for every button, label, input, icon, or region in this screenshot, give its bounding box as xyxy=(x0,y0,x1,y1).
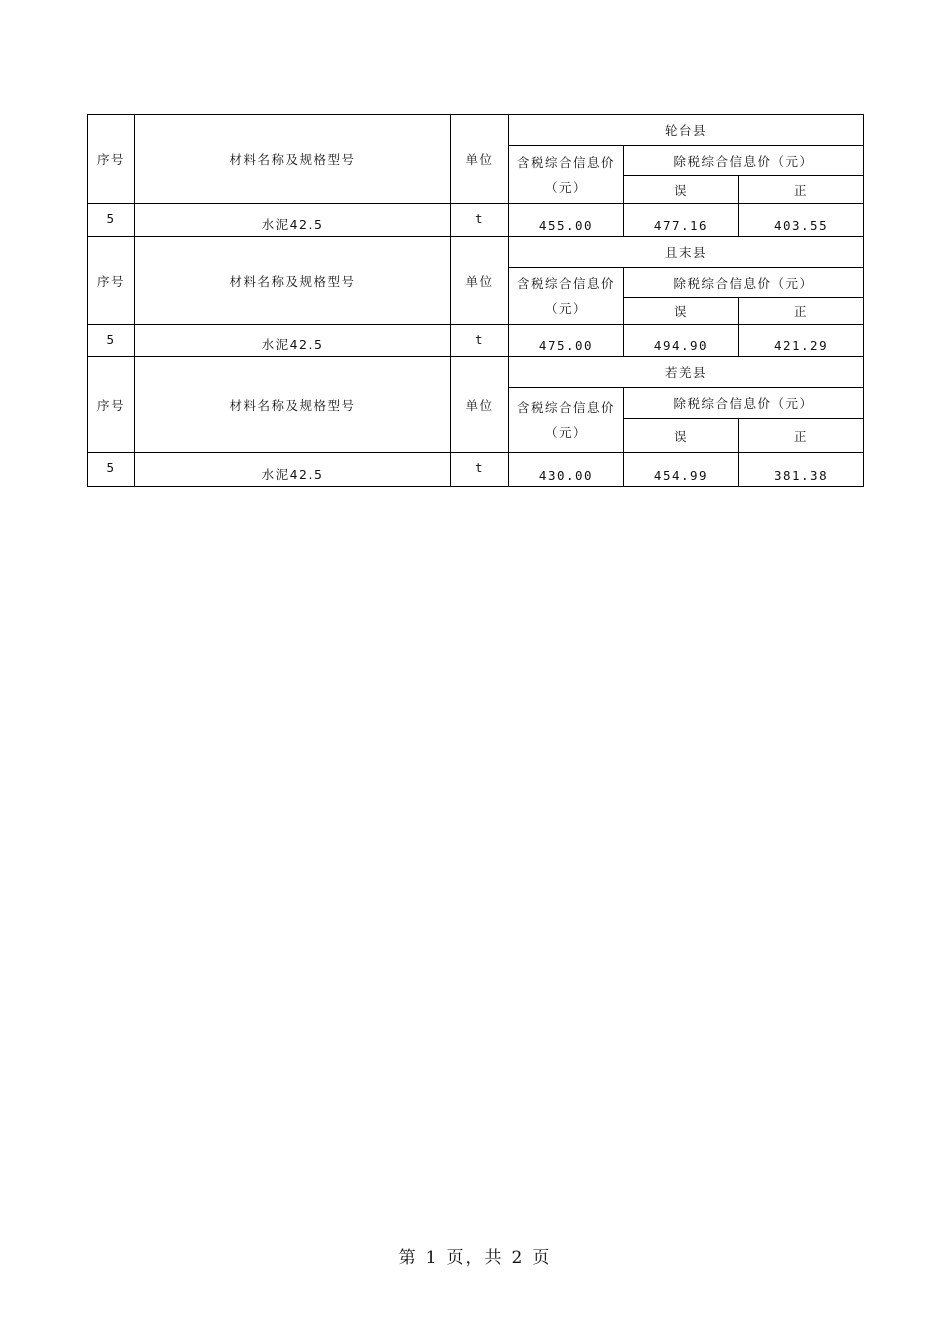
tax-incl-header xyxy=(509,268,624,325)
material-header: 材料名称及规格型号 xyxy=(135,357,451,453)
tax-incl-label: 含税综合信息价 xyxy=(516,276,615,291)
footer-label-mid: 页，共 xyxy=(446,1248,504,1268)
page-current: 1 xyxy=(425,1248,439,1268)
wrong-header: 误 xyxy=(624,419,739,453)
tax-excl-header: 除税综合信息价（元） xyxy=(624,146,864,176)
section-header-row xyxy=(88,237,864,268)
yuan-label: （元） xyxy=(544,425,587,440)
correct-cell: 381.38 xyxy=(739,453,864,487)
wrong-cell: 494.90 xyxy=(624,325,739,357)
footer-label-pre: 第 xyxy=(398,1248,418,1268)
page-footer xyxy=(0,1243,950,1268)
seq-cell: 5 xyxy=(88,204,135,237)
table-row xyxy=(88,453,864,487)
seq-cell: 5 xyxy=(88,325,135,357)
tax-incl-header xyxy=(509,388,624,453)
tax-incl-header xyxy=(509,146,624,204)
tax-incl-cell: 455.00 xyxy=(509,204,624,237)
material-header: 材料名称及规格型号 xyxy=(135,237,451,325)
material-cell: 水泥42.5 xyxy=(135,204,451,237)
county-name: 轮台县 xyxy=(509,115,864,146)
section-header-row xyxy=(88,357,864,388)
tax-incl-label: 含税综合信息价 xyxy=(516,154,615,170)
yuan-label: （元） xyxy=(544,301,587,316)
material-cell: 水泥42.5 xyxy=(135,453,451,487)
unit-header: 单位 xyxy=(451,357,509,453)
seq-header: 序号 xyxy=(88,357,135,453)
unit-cell: t xyxy=(451,453,509,487)
county-name: 若羌县 xyxy=(509,357,864,388)
tax-excl-header: 除税综合信息价（元） xyxy=(624,268,864,298)
section-header-row xyxy=(88,115,864,146)
wrong-cell: 477.16 xyxy=(624,204,739,237)
price-table xyxy=(87,114,864,487)
unit-header: 单位 xyxy=(451,237,509,325)
wrong-header: 误 xyxy=(624,176,739,204)
footer-label-post: 页 xyxy=(532,1248,552,1268)
tax-incl-label: 含税综合信息价 xyxy=(516,400,615,415)
correct-header: 正 xyxy=(739,419,864,453)
yuan-label: （元） xyxy=(544,179,587,195)
material-header: 材料名称及规格型号 xyxy=(135,115,451,204)
wrong-header: 误 xyxy=(624,298,739,325)
seq-header: 序号 xyxy=(88,115,135,204)
correct-cell: 403.55 xyxy=(739,204,864,237)
correct-header: 正 xyxy=(739,176,864,204)
county-name: 且末县 xyxy=(509,237,864,268)
page-total: 2 xyxy=(511,1248,525,1268)
correct-cell: 421.29 xyxy=(739,325,864,357)
table-row xyxy=(88,204,864,237)
table-row xyxy=(88,325,864,357)
tax-incl-cell: 430.00 xyxy=(509,453,624,487)
seq-header: 序号 xyxy=(88,237,135,325)
tax-excl-header: 除税综合信息价（元） xyxy=(624,388,864,419)
wrong-cell: 454.99 xyxy=(624,453,739,487)
material-cell: 水泥42.5 xyxy=(135,325,451,357)
tax-incl-cell: 475.00 xyxy=(509,325,624,357)
unit-cell: t xyxy=(451,325,509,357)
correct-header: 正 xyxy=(739,298,864,325)
unit-header: 单位 xyxy=(451,115,509,204)
unit-cell: t xyxy=(451,204,509,237)
seq-cell: 5 xyxy=(88,453,135,487)
